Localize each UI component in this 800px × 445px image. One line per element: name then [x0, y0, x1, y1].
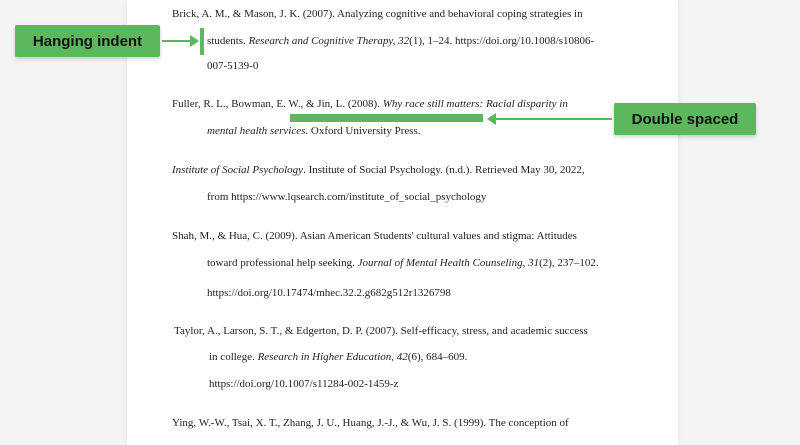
reference-2-line-2: mental health services. Oxford University Press.: [207, 125, 421, 137]
reference-3-line-1: Institute of Social Psychology. Institute of Social Psychology. (n.d.). Retrieved May 30, 2022,: [172, 164, 585, 176]
double-spaced-marker: [290, 114, 483, 122]
reference-5-line-2: in college. Research in Higher Education, 42(6), 684–609.: [209, 351, 468, 363]
reference-1-line-1: Brick, A. M., & Mason, J. K. (2007). Analyzing cognitive and behavioral coping strategies in: [172, 8, 583, 20]
reference-3-line-2: from https://www.lqsearch.com/institute_of_social_psychology: [207, 191, 487, 203]
reference-5-line-1: Taylor, A., Larson, S. T., & Edgerton, D. P. (2007). Self-efficacy, stress, and academic success: [174, 325, 588, 337]
double-spaced-arrow-line: [496, 118, 612, 120]
reference-6-line-1: Ying, W.-W., Tsai, X. T., Zhang, J. U., Huang, J.-J., & Wu, J. S. (1999). The conception of: [172, 417, 569, 429]
reference-1-line-2: students. Research and Cognitive Therapy, 32(1), 1–24. https://doi.org/10.1008/s10806-: [207, 35, 595, 47]
hanging-indent-arrow-icon: [190, 35, 199, 47]
hanging-indent-marker: [200, 28, 204, 55]
hanging-indent-arrow-line: [162, 40, 192, 42]
hanging-indent-callout: Hanging indent: [15, 25, 160, 57]
reference-1-line-3: 007-5139-0: [207, 60, 259, 72]
reference-4-line-2: toward professional help seeking. Journal of Mental Health Counseling, 31(2), 237–102.: [207, 257, 599, 269]
reference-5-line-3: https://doi.org/10.1007/s11284-002-1459-z: [209, 378, 399, 390]
double-spaced-callout: Double spaced: [614, 103, 756, 135]
reference-2-line-1: Fuller, R. L., Bowman, E. W., & Jin, L. (2008). Why race still matters: Racial disparity in: [172, 98, 568, 110]
document-page: [127, 0, 678, 445]
double-spaced-arrow-icon: [487, 113, 496, 125]
reference-4-line-3: https://doi.org/10.17474/mhec.32.2.g682g512r1326798: [207, 287, 451, 299]
reference-4-line-1: Shah, M., & Hua, C. (2009). Asian American Students' cultural values and stigma: Attitudes: [172, 230, 577, 242]
